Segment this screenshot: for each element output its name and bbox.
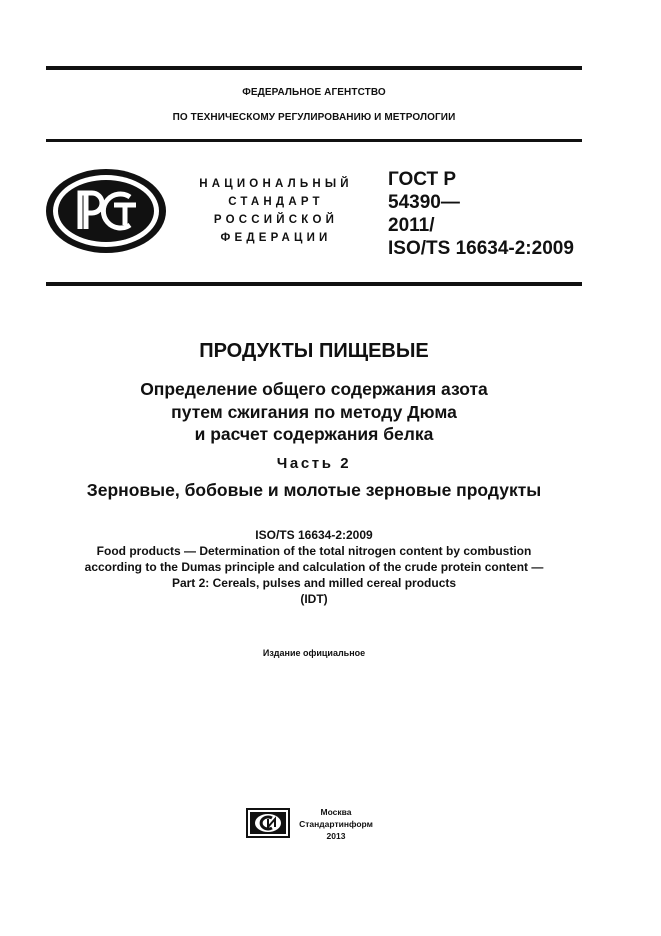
part-number: Часть 2 — [276, 455, 352, 472]
agency-line-1: ФЕДЕРАЛЬНОЕ АГЕНТСТВО — [242, 87, 386, 98]
designation-line-4: ISO/TS 16634-2:2009 — [388, 238, 574, 259]
national-standard-line-3: РОССИЙСКОЙ — [213, 214, 339, 226]
iso-title-line-1: Food products — Determination of the total nitrogen content by combustion — [96, 544, 532, 558]
iso-code: ISO/TS 16634-2:2009 — [255, 528, 373, 542]
subtitle-line-3: и расчет содержания белка — [194, 424, 434, 444]
designation-line-3: 2011/ — [388, 215, 435, 236]
subtitle — [46, 378, 582, 446]
national-standard-line-4: ФЕДЕРАЦИИ — [220, 232, 332, 244]
standard-designation — [388, 168, 574, 260]
part-title: Зерновые, бобовые и молотые зерновые продукты — [86, 480, 542, 500]
rst-conformity-mark-icon — [44, 167, 168, 255]
publisher-name: Стандартинформ — [299, 819, 373, 829]
publisher-city: Москва — [320, 807, 352, 817]
iso-reference — [46, 527, 582, 607]
top-rule — [46, 66, 582, 70]
iso-equivalence: (IDT) — [300, 592, 328, 606]
designation-line-2: 54390— — [388, 192, 460, 213]
national-standard-label — [186, 175, 366, 247]
iso-title-line-3: Part 2: Cereals, pulses and milled cereal products — [171, 576, 457, 590]
iso-title-line-2: according to the Dumas principle and calculation of the crude protein content — — [84, 560, 544, 574]
national-standard-line-1: НАЦИОНАЛЬНЫЙ — [199, 178, 353, 190]
subtitle-line-2: путем сжигания по методу Дюма — [171, 401, 457, 422]
bottom-header-rule — [46, 282, 582, 286]
main-title: ПРОДУКТЫ ПИЩЕВЫЕ — [199, 340, 429, 362]
agency-line-2: ПО ТЕХНИЧЕСКОМУ РЕГУЛИРОВАНИЮ И МЕТРОЛОГИИ — [172, 112, 456, 123]
header-rule — [46, 139, 582, 142]
national-standard-line-2: СТАНДАРТ — [228, 196, 324, 208]
subtitle-line-1: Определение общего содержания азота — [140, 379, 488, 399]
standartinform-logo-icon — [246, 808, 290, 838]
designation-line-1: ГОСТ Р — [388, 169, 457, 190]
publisher-info — [296, 806, 376, 842]
publication-year: 2013 — [326, 831, 346, 841]
edition-note: Издание официальное — [262, 648, 366, 658]
